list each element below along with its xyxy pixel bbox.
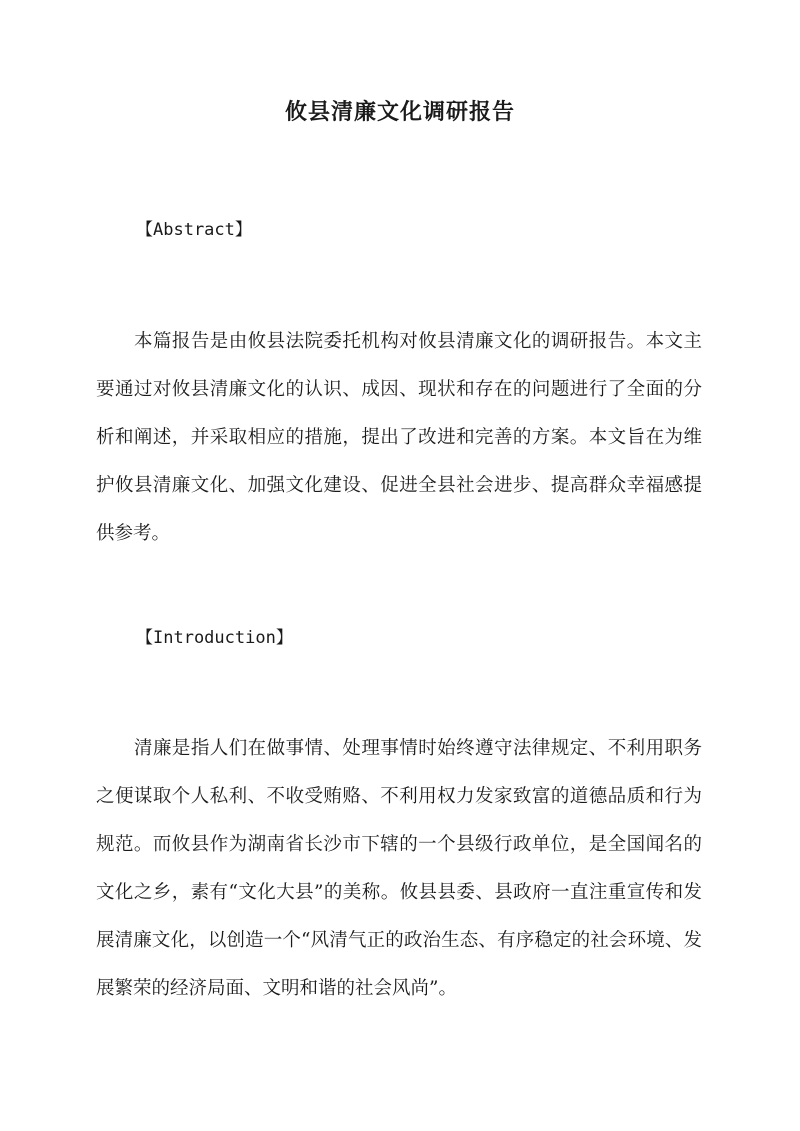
abstract-heading: 【Abstract】 — [136, 220, 252, 240]
introduction-heading: 【Introduction】 — [136, 628, 293, 648]
abstract-paragraph: 本篇报告是由攸县法院委托机构对攸县清廉文化的调研报告。本文主要通过对攸县清廉文化的认识、成因、现状和存在的问题进行了全面的分析和阐述，并采取相应的措施，提出了改进和完善的方案。本文旨在为维护攸县清廉文化、加强文化建设、促进全县社会进步、提高群众幸福感提供参考。 — [96, 331, 702, 544]
document-title: 攸县清廉文化调研报告 — [284, 99, 515, 125]
introduction-paragraph: 清廉是指人们在做事情、处理事情时始终遵守法律规定、不利用职务之便谋取个人私利、不收受贿赂、不利用权力发家致富的道德品质和行为规范。而攸县作为湖南省长沙市下辖的一个县级行政单位，是全国闻名的文化之乡，素有“文化大县”的美称。攸县县委、县政府一直注重宣传和发展清廉文化，以创造一个“风清气正的政治生态、有序稳定的社会环境、发展繁荣的经济局面、文明和谐的社会风尚”。 — [96, 738, 702, 999]
